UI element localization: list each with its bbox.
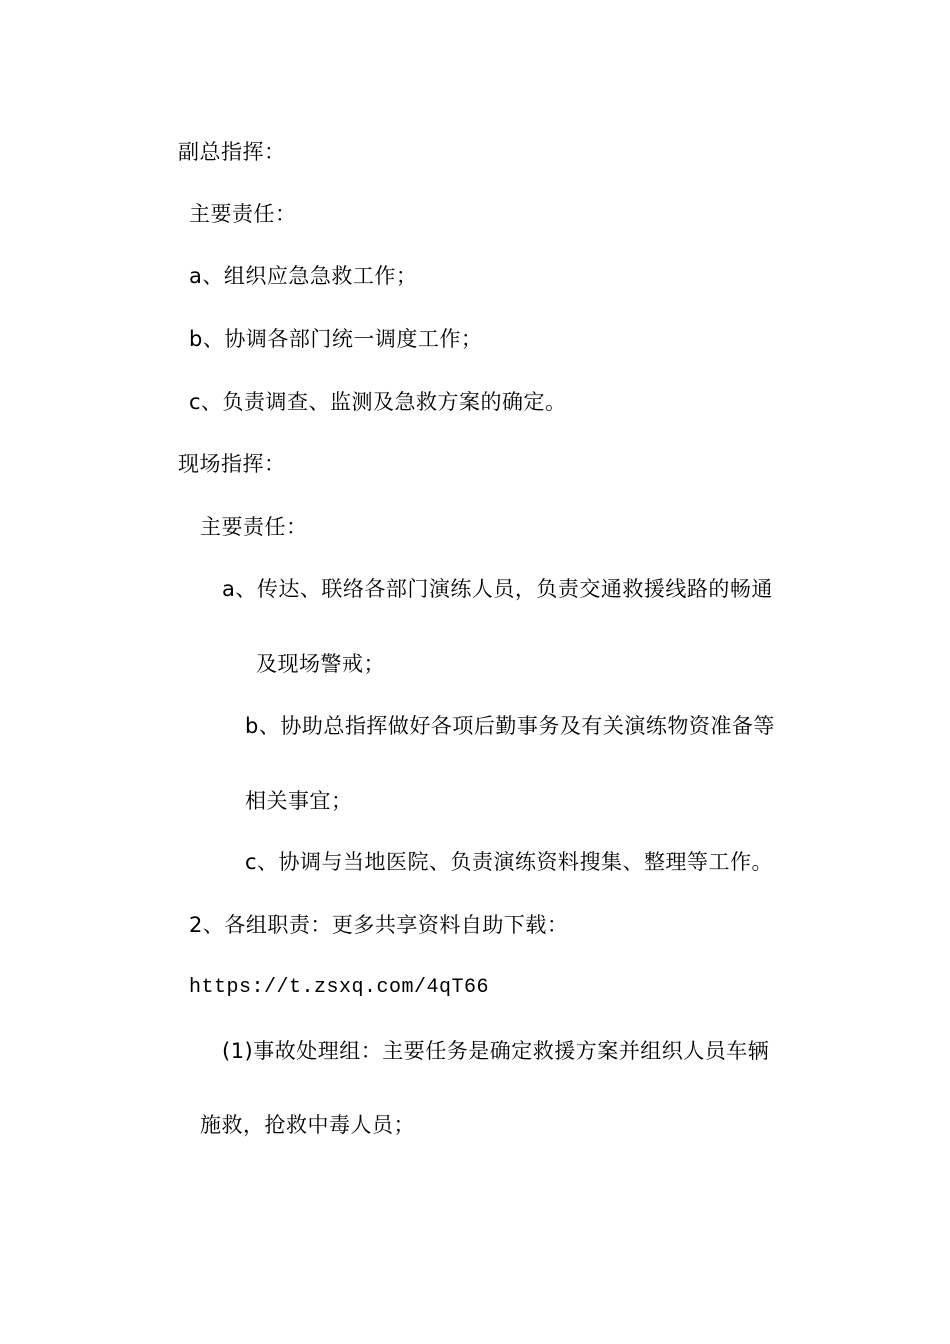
- site-duty-item-b-line1: b、协助总指挥做好各项后勤事务及有关演练物资准备等: [245, 714, 775, 738]
- group-item-1-line1: (1)事故处理组：主要任务是确定救援方案并组织人员车辆: [222, 1039, 770, 1063]
- deputy-duties-label: 主要责任：: [189, 202, 297, 226]
- deputy-duty-item-a: a、组织应急急救工作；: [189, 264, 418, 288]
- deputy-commander-heading: 副总指挥：: [178, 140, 286, 164]
- site-duty-item-a-line2: 及现场警戒；: [256, 652, 385, 676]
- group-item-1-line2: 施救，抢救中毒人员；: [200, 1113, 415, 1137]
- site-duty-item-b-line2: 相关事宜；: [245, 789, 353, 813]
- site-duty-item-c: c、协调与当地医院、负责演练资料搜集、整理等工作。: [245, 850, 774, 874]
- deputy-duty-item-b: b、协调各部门统一调度工作；: [189, 327, 483, 351]
- download-link[interactable]: https://t.zsxq.com/4qT66: [189, 976, 490, 999]
- site-commander-heading: 现场指挥：: [178, 452, 286, 476]
- group-duties-heading: 2、各组职责：更多共享资料自助下载：: [189, 913, 569, 937]
- deputy-duty-item-c: c、负责调查、监测及急救方案的确定。: [189, 390, 567, 414]
- site-duties-label: 主要责任：: [200, 515, 308, 539]
- site-duty-item-a-line1: a、传达、联络各部门演练人员，负责交通救援线路的畅通: [222, 577, 773, 601]
